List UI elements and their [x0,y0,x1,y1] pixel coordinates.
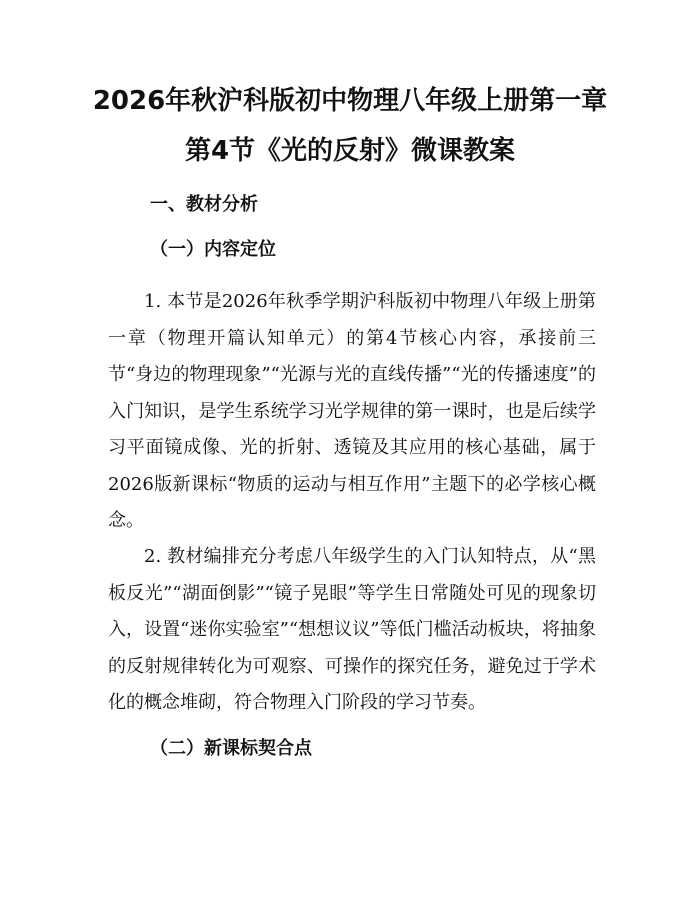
document-title-line2: 第4节《光的反射》微课教案 [184,136,516,166]
subsection-heading-content-positioning: （一）内容定位 [150,239,276,260]
subsection-heading-curriculum-alignment: （二）新课标契合点 [150,738,312,759]
document-title-line1: 2026年秋沪科版初中物理八年级上册第一章 [92,86,608,116]
section-heading-textbook-analysis: 一、教材分析 [150,194,258,215]
paragraph-textbook-arrangement: 2. 教材编排充分考虑八年级学生的入门认知特点，从“黑板反光”“湖面倒影”“镜子晃眼”等学生日常随处可见的现象切入，设置“迷你实验室”“想想议议”等低门槛活动板块，将抽象的反射规律转化为可观察、可操作的探究任务，避免过于学术化的概念堆砌，符合物理入门阶段的学习节奏。 [108,546,596,713]
paragraph-content-positioning: 1. 本节是2026年秋季学期沪科版初中物理八年级上册第一章（物理开篇认知单元）的第4节核心内容，承接前三节“身边的物理现象”“光源与光的直线传播”“光的传播速度”的入门知识，是学生系统学习光学规律的第一课时，也是后续学习平面镜成像、光的折射、透镜及其应用的核心基础，属于2026版新课标“物质的运动与相互作用”主题下的必学核心概念。 [108,291,596,531]
